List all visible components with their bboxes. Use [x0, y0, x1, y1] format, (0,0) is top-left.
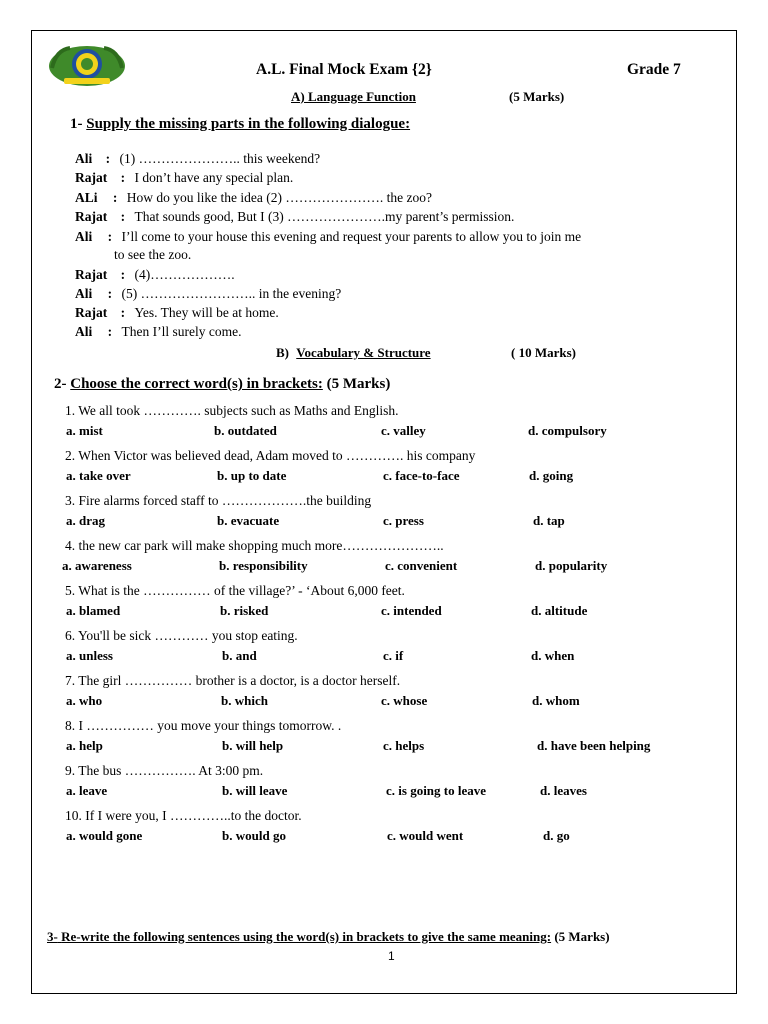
speaker: Rajat	[75, 305, 108, 320]
separator: :	[112, 190, 118, 205]
answer-option: c. intended	[381, 603, 442, 618]
answer-option: a. leave	[66, 783, 108, 798]
exam-title: A.L. Final Mock Exam {2}	[256, 61, 432, 78]
answer-option: d. go	[543, 828, 570, 843]
separator: :	[120, 170, 126, 185]
dialogue-line	[75, 170, 293, 186]
q1-title: Supply the missing parts in the following dialogue:	[86, 116, 411, 132]
answer-option: c. valley	[381, 423, 426, 438]
speaker: Rajat	[75, 209, 108, 224]
question-text: 1. We all took …………. subjects such as Maths and English.	[65, 403, 399, 418]
dialogue-line	[75, 286, 341, 302]
answer-option: a. help	[66, 738, 103, 753]
answer-option: a. would gone	[66, 828, 143, 843]
question-text: 5. What is the …………… of the village?’ - ‘About 6,000 feet.	[65, 583, 405, 598]
answer-option: a. drag	[66, 513, 105, 528]
answer-option: d. have been helping	[537, 738, 651, 753]
line-text: That sounds good, But I (3) ………………….my parent’s permission.	[134, 209, 515, 224]
line-text: (4)……………….	[134, 267, 235, 282]
speaker: Ali	[75, 229, 93, 244]
question-text: 9. The bus ……………. At 3:00 pm.	[65, 763, 264, 778]
question-text: 7. The girl …………… brother is a doctor, is a doctor herself.	[65, 673, 401, 688]
question-text: 4. the new car park will make shopping much more…………………..	[65, 538, 444, 553]
speaker: Ali	[75, 324, 93, 339]
line-text: I don’t have any special plan.	[134, 170, 294, 185]
separator: :	[120, 209, 126, 224]
question-text: 6. You'll be sick ………… you stop eating.	[65, 628, 298, 643]
speaker: Ali	[75, 286, 93, 301]
question-text: 10. If I were you, I …………..to the doctor.	[65, 808, 302, 823]
answer-option: b. responsibility	[219, 558, 308, 573]
answer-option: a. mist	[66, 423, 103, 438]
answer-option: b. risked	[220, 603, 269, 618]
answer-option: b. would go	[222, 828, 286, 843]
q1-number: 1-	[70, 116, 83, 132]
answer-option: d. tap	[533, 513, 565, 528]
dialogue-line	[75, 267, 235, 283]
answer-option: d. leaves	[540, 783, 587, 798]
answer-option: b. and	[222, 648, 257, 663]
answer-option: c. whose	[381, 693, 428, 708]
line-text: Then I’ll surely come.	[121, 324, 242, 339]
separator: :	[107, 229, 113, 244]
separator: :	[120, 267, 126, 282]
answer-option: b. outdated	[214, 423, 277, 438]
section-a-label: A) Language Function	[291, 89, 416, 104]
line-text: to see the zoo.	[114, 247, 192, 262]
dialogue-line	[75, 209, 514, 225]
dialogue-line	[75, 190, 432, 206]
q3-number: 3-	[47, 929, 58, 944]
dialogue-line	[75, 229, 581, 245]
section-b-heading	[276, 345, 431, 361]
answer-option: c. is going to leave	[386, 783, 487, 798]
answer-option: a. take over	[66, 468, 131, 483]
answer-option: c. convenient	[385, 558, 458, 573]
answer-option: d. going	[529, 468, 574, 483]
question-text: 3. Fire alarms forced staff to ……………….the building	[65, 493, 372, 508]
q3-heading	[47, 929, 610, 945]
q3-marks: (5 Marks)	[554, 929, 610, 944]
speaker: ALi	[75, 190, 98, 205]
question-text: 8. I …………… you move your things tomorrow. .	[65, 718, 342, 733]
answer-option: b. evacuate	[217, 513, 280, 528]
answer-option: a. awareness	[62, 558, 132, 573]
separator: :	[105, 151, 111, 166]
answer-option: d. popularity	[535, 558, 608, 573]
speaker: Rajat	[75, 267, 108, 282]
answer-option: a. unless	[66, 648, 113, 663]
answer-option: a. blamed	[66, 603, 121, 618]
q3-title-text: Re-write the following sentences using the word(s) in brackets to give the same meaning:	[61, 929, 552, 944]
school-crest-logo-icon	[46, 38, 128, 90]
line-text: (1) ………………….. this weekend?	[119, 151, 321, 166]
answer-option: d. altitude	[531, 603, 588, 618]
answer-option: c. would went	[387, 828, 464, 843]
answer-option: b. will leave	[222, 783, 288, 798]
answer-option: a. who	[66, 693, 103, 708]
line-text: Yes. They will be at home.	[134, 305, 279, 320]
answer-option: c. press	[383, 513, 424, 528]
separator: :	[120, 305, 126, 320]
line-text: How do you like the idea (2) …………………. the zoo?	[126, 190, 432, 205]
grade-label: Grade 7	[627, 61, 681, 78]
page-number: 1	[388, 949, 395, 963]
separator: :	[107, 286, 113, 301]
q2-title: Choose the correct word(s) in brackets:	[70, 376, 323, 392]
answer-option: c. if	[383, 648, 404, 663]
q3-title	[47, 929, 551, 944]
section-b-label: Vocabulary & Structure	[296, 345, 431, 360]
speaker: Rajat	[75, 170, 108, 185]
q2-heading	[54, 376, 390, 393]
answer-option: c. helps	[383, 738, 425, 753]
q1-heading	[70, 116, 410, 133]
q2-number: 2-	[54, 376, 67, 392]
line-text: (5) …………………….. in the evening?	[121, 286, 342, 301]
q2-marks: (5 Marks)	[326, 376, 391, 392]
line-text: I’ll come to your house this evening and request your parents to allow you to join me	[121, 229, 582, 244]
dialogue-line-continuation	[114, 247, 191, 263]
separator: :	[107, 324, 113, 339]
answer-option: d. when	[531, 648, 575, 663]
section-a-marks: (5 Marks)	[509, 89, 565, 104]
question-text: 2. When Victor was believed dead, Adam moved to …………. his company	[65, 448, 476, 463]
answer-option: b. which	[221, 693, 268, 708]
answer-option: d. whom	[532, 693, 580, 708]
dialogue-line	[75, 324, 241, 340]
dialogue-line	[75, 305, 279, 321]
speaker: Ali	[75, 151, 93, 166]
answer-option: b. will help	[222, 738, 284, 753]
dialogue-line	[75, 151, 320, 167]
section-b-prefix: B)	[276, 345, 289, 360]
answer-option: d. compulsory	[528, 423, 607, 438]
section-b-marks: ( 10 Marks)	[511, 345, 576, 360]
answer-option: c. face-to-face	[383, 468, 460, 483]
answer-option: b. up to date	[217, 468, 287, 483]
